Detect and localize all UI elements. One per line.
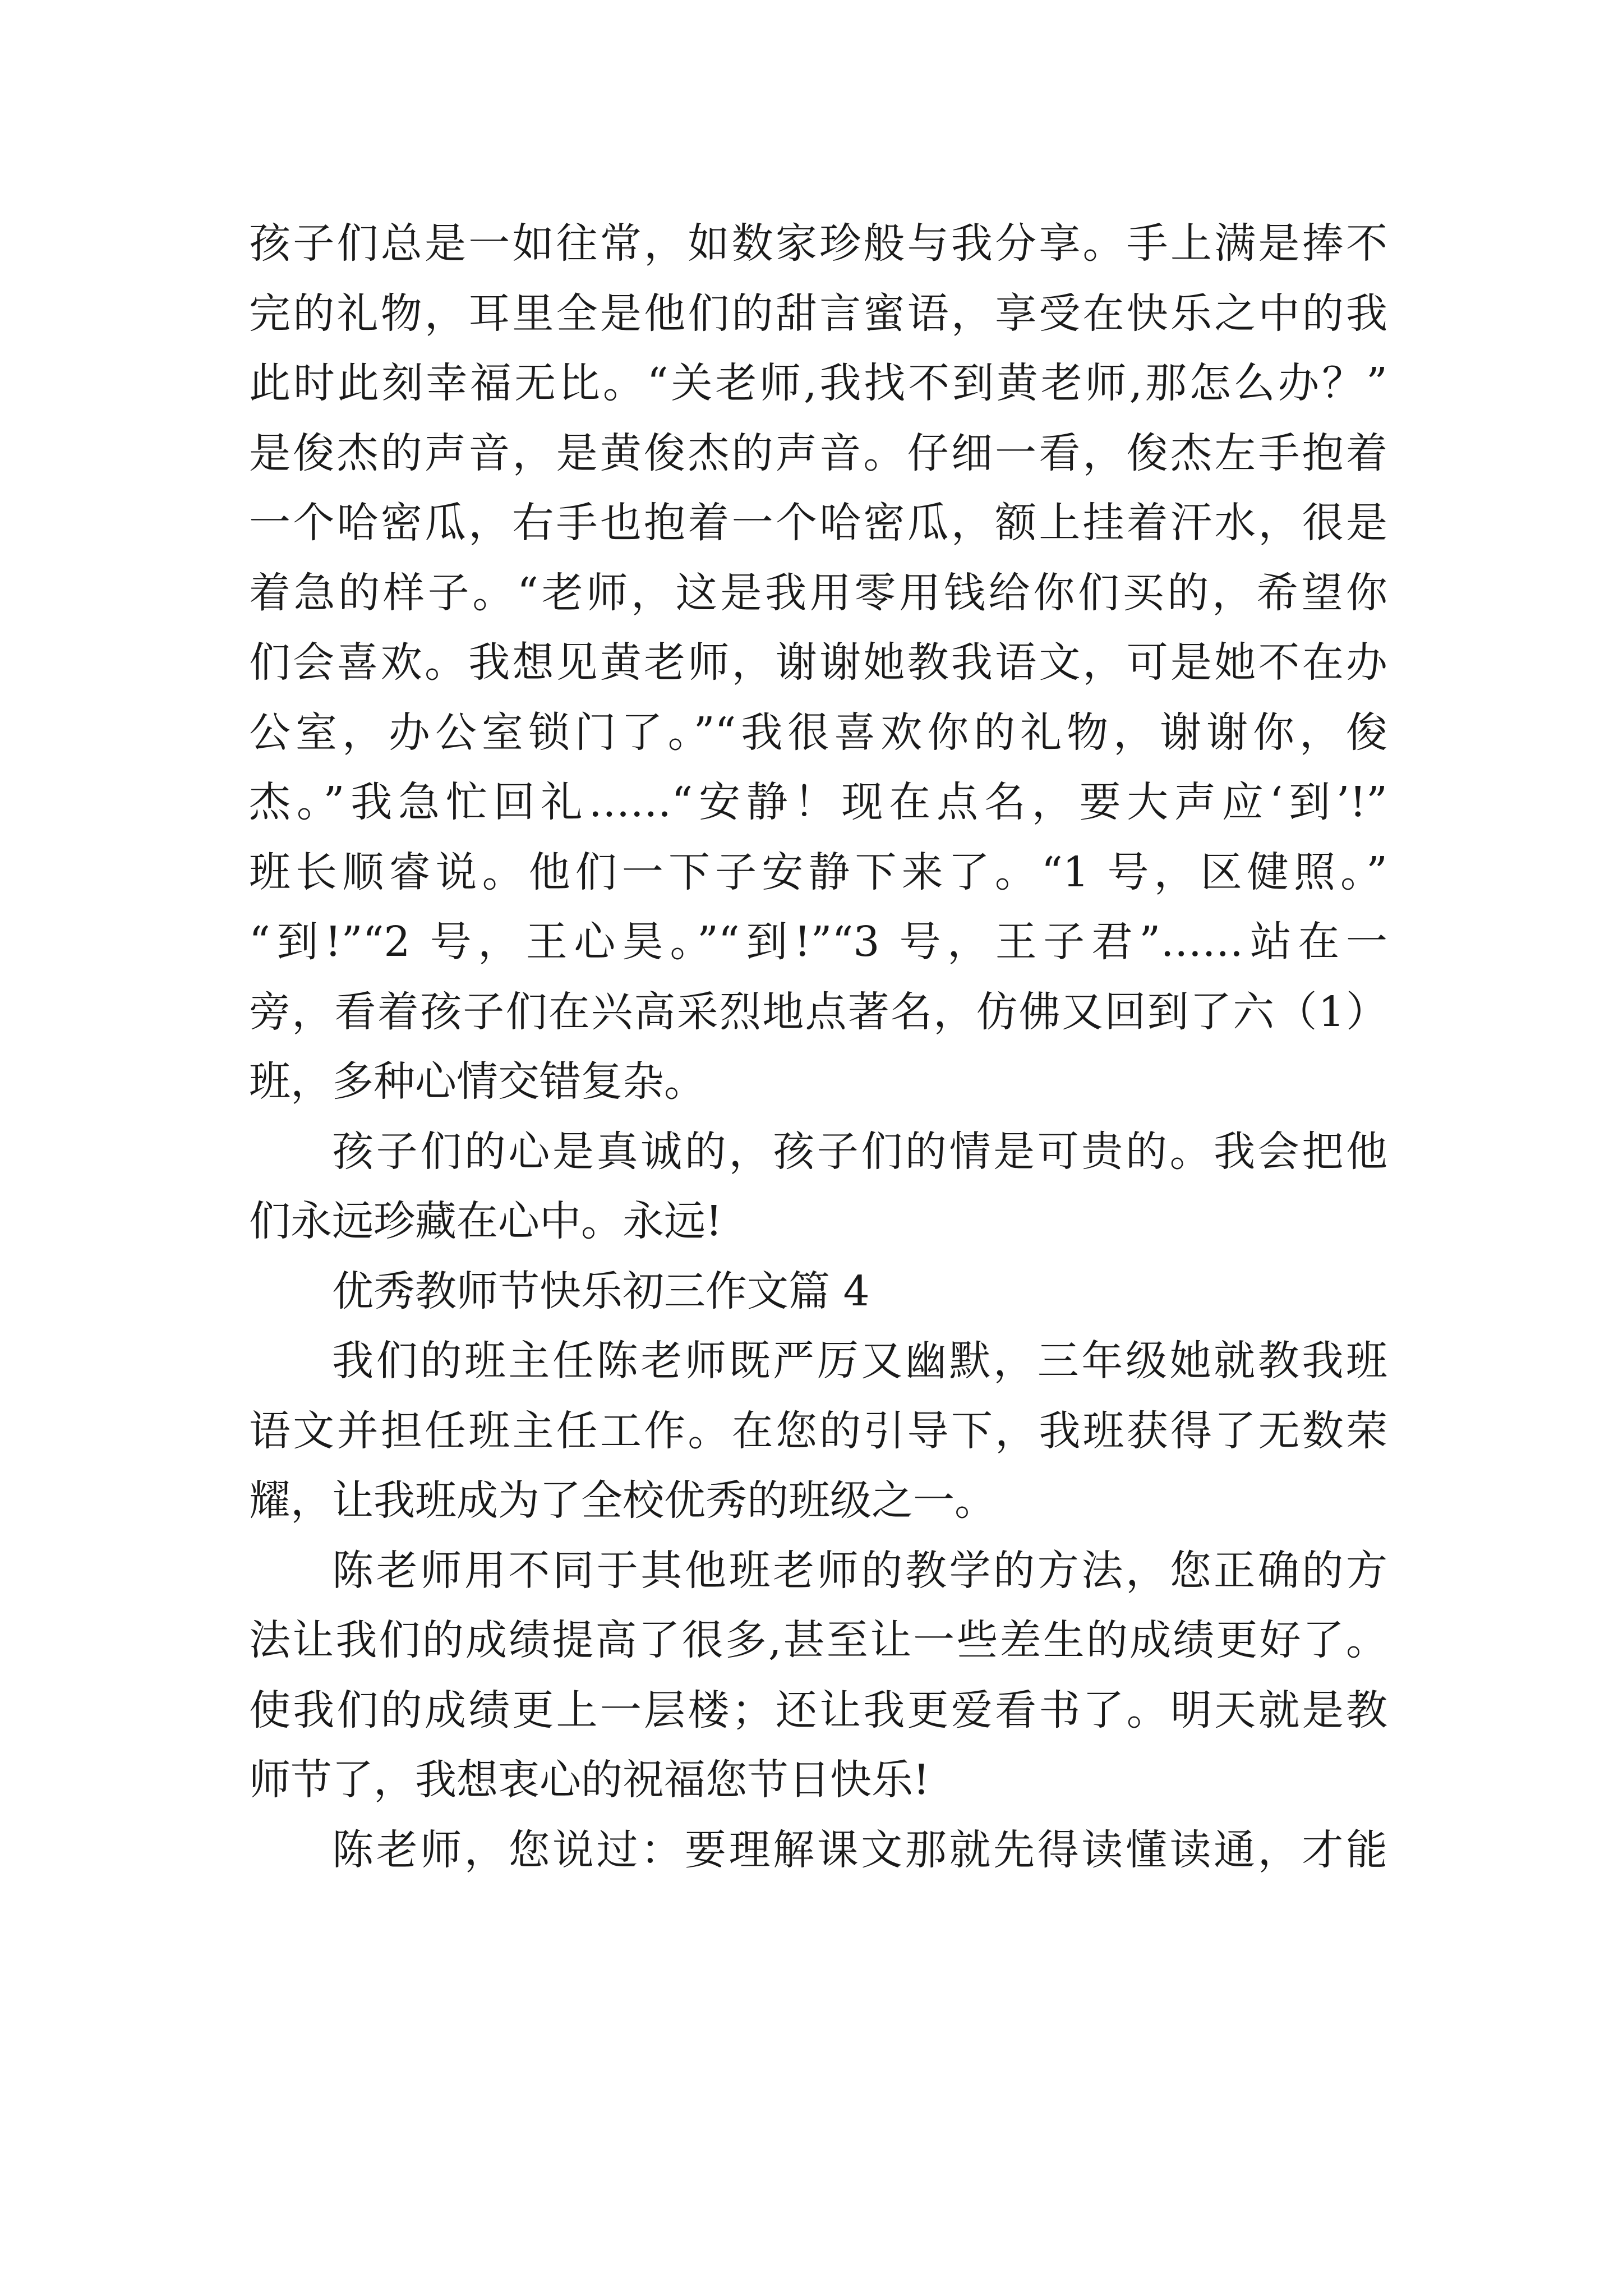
text-line: 陈老师用不同于其他班老师的教学的方法，您正确的方 — [332, 1546, 1387, 1595]
text-line: 孩子们的心是真诚的，孩子们的情是可贵的。我会把他 — [332, 1127, 1387, 1176]
text-line: 我们的班主任陈老师既严厉又幽默，三年级她就教我班 — [332, 1337, 1387, 1385]
text-line: 公室，办公室锁门了。”“我很喜欢你的礼物，谢谢你，俊 — [249, 708, 1387, 757]
text-line: 完的礼物，耳里全是他们的甜言蜜语，享受在快乐之中的我 — [249, 289, 1387, 338]
text-line: 优秀教师节快乐初三作文篇 4 — [332, 1267, 870, 1315]
text-line: 语文并担任班主任工作。在您的引导下，我班获得了无数荣 — [249, 1406, 1387, 1455]
text-line: 班，多种心情交错复杂。 — [249, 1057, 706, 1106]
text-line: 师节了，我想衷心的祝福您节日快乐! — [249, 1756, 930, 1804]
document-body — [249, 209, 1387, 1885]
text-line: 法让我们的成绩提高了很多,甚至让一些差生的成绩更好了。 — [249, 1616, 1387, 1664]
text-line: 陈老师，您说过：要理解课文那就先得读懂读通，才能 — [332, 1825, 1387, 1874]
text-line: 一个哈密瓜，右手也抱着一个哈密瓜，额上挂着汗水，很是 — [249, 499, 1387, 547]
text-line: 班长顺睿说。他们一下子安静下来了。“1 号，区健照。” — [249, 848, 1387, 896]
text-line: 们会喜欢。我想见黄老师，谢谢她教我语文，可是她不在办 — [249, 638, 1387, 687]
text-line: 旁，看着孩子们在兴高采烈地点著名，仿佛又回到了六（1） — [249, 987, 1387, 1036]
text-line: 是俊杰的声音，是黄俊杰的声音。仔细一看，俊杰左手抱着 — [249, 429, 1387, 477]
text-line: “到!”“2 号，王心昊。”“到!”“3 号，王子君”……站在一 — [249, 918, 1387, 966]
text-line: 此时此刻幸福无比。“关老师,我找不到黄老师,那怎么办？” — [249, 359, 1387, 407]
text-line: 们永远珍藏在心中。永远! — [249, 1197, 722, 1245]
text-line: 孩子们总是一如往常，如数家珍般与我分享。手上满是捧不 — [249, 219, 1387, 268]
text-line: 耀，让我班成为了全校优秀的班级之一。 — [249, 1476, 996, 1525]
text-line: 使我们的成绩更上一层楼；还让我更爱看书了。明天就是教 — [249, 1686, 1387, 1734]
text-line: 着急的样子。“老师，这是我用零用钱给你们买的，希望你 — [249, 568, 1387, 617]
text-line: 杰。”我急忙回礼……“安静！现在点名，要大声应‘到’!” — [249, 778, 1387, 826]
